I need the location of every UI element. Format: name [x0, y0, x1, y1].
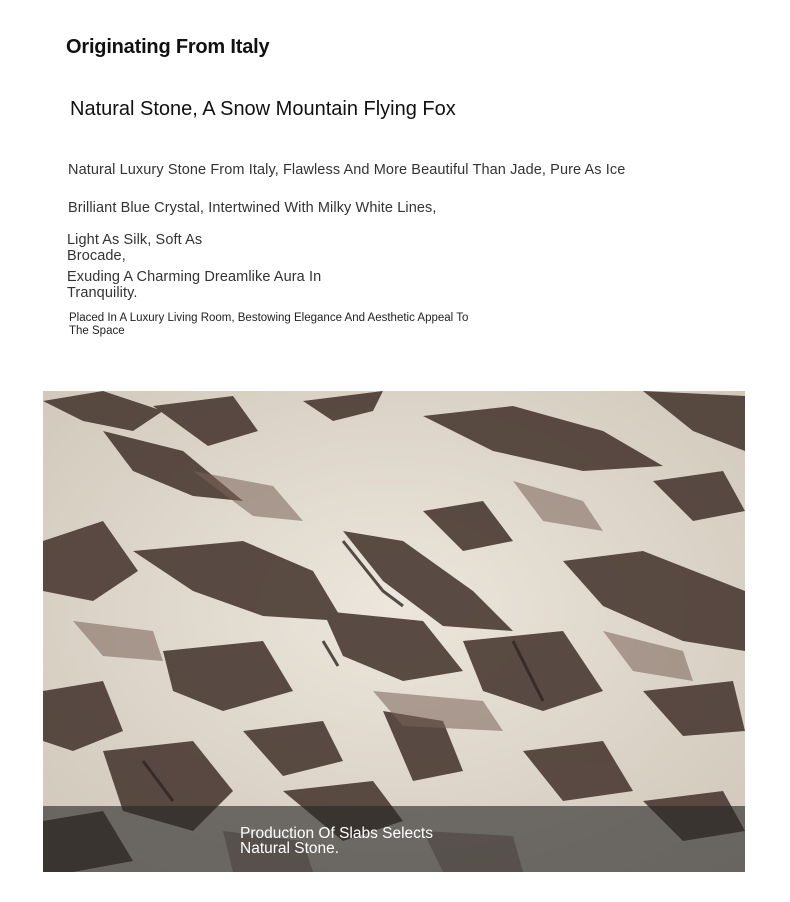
- product-subheading: Natural Stone, A Snow Mountain Flying Fox: [70, 98, 456, 120]
- marble-texture-graphic: [43, 391, 745, 872]
- description-line-3: Light As Silk, Soft As Brocade,: [67, 232, 203, 264]
- placement-note: Placed In A Luxury Living Room, Bestowing Elegance And Aesthetic Appeal To The Space: [69, 312, 469, 337]
- description-line-2: Brilliant Blue Crystal, Intertwined With Milky White Lines,: [68, 200, 437, 216]
- image-caption: Production Of Slabs Selects Natural Stone.: [240, 825, 433, 857]
- description-line-1: Natural Luxury Stone From Italy, Flawless And More Beautiful Than Jade, Pure As Ice: [68, 162, 626, 178]
- caption-overlay: [43, 806, 745, 872]
- page-heading: Originating From Italy: [66, 36, 270, 58]
- marble-slab-image: [43, 391, 745, 872]
- description-line-4: Exuding A Charming Dreamlike Aura In Tranquility.: [67, 269, 322, 301]
